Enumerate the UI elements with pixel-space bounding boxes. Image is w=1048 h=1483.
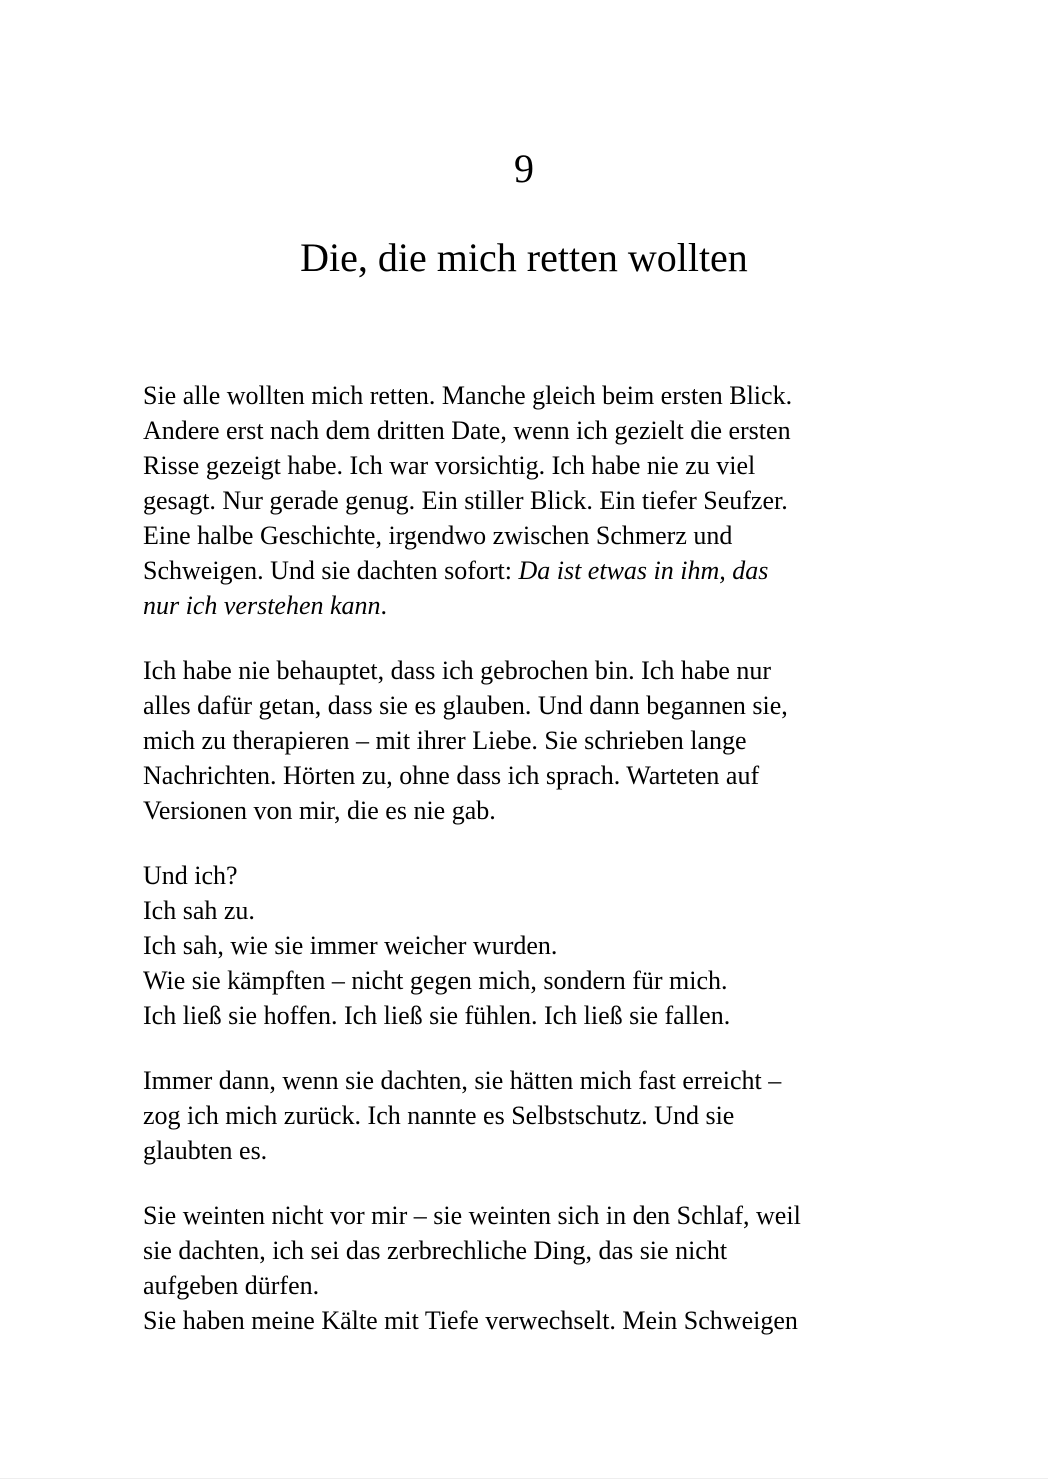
text-line: Sie haben meine Kälte mit Tiefe verwechselt. Mein Schweigen — [143, 1306, 798, 1335]
text-line: Eine halbe Geschichte, irgendwo zwischen Schmerz und — [143, 521, 733, 550]
text-line: aufgeben dürfen. — [143, 1271, 320, 1300]
text-line: mich zu therapieren – mit ihrer Liebe. Sie schrieben lange — [143, 726, 747, 755]
text-segment: . — [380, 591, 388, 620]
italic-thought: Da ist etwas in ihm, das — [518, 556, 769, 585]
text-line: sie dachten, ich sei das zerbrechliche Ding, das sie nicht — [143, 1236, 728, 1265]
paragraph-2 — [143, 653, 913, 828]
text-line: Und ich? — [143, 861, 238, 890]
chapter-number: 9 — [514, 146, 534, 191]
paragraph-4 — [143, 1063, 913, 1168]
text-line: Sie alle wollten mich retten. Manche gleich beim ersten Blick. — [143, 381, 793, 410]
text-line: Nachrichten. Hörten zu, ohne dass ich sprach. Warteten auf — [143, 761, 760, 790]
text-line: Versionen von mir, die es nie gab. — [143, 796, 496, 825]
text-line: Ich sah zu. — [143, 896, 255, 925]
text-line: Ich sah, wie sie immer weicher wurden. — [143, 931, 558, 960]
page-bottom-divider — [0, 1478, 1048, 1479]
text-line: Sie weinten nicht vor mir – sie weinten sich in den Schlaf, weil — [143, 1201, 801, 1230]
paragraph-3 — [143, 858, 913, 1033]
text-segment: Schweigen. Und sie dachten sofort: — [143, 556, 519, 585]
text-line: gesagt. Nur gerade genug. Ein stiller Blick. Ein tiefer Seufzer. — [143, 486, 788, 515]
text-line: Ich habe nie behauptet, dass ich gebrochen bin. Ich habe nur — [143, 656, 772, 685]
text-line: Andere erst nach dem dritten Date, wenn ich gezielt die ersten — [143, 416, 791, 445]
text-line — [143, 588, 913, 623]
text-line — [143, 553, 913, 588]
paragraph-1 — [143, 378, 913, 623]
text-line: Wie sie kämpften – nicht gegen mich, sondern für mich. — [143, 966, 728, 995]
text-line: Immer dann, wenn sie dachten, sie hätten mich fast erreicht – — [143, 1066, 782, 1095]
text-line: Risse gezeigt habe. Ich war vorsichtig. Ich habe nie zu viel — [143, 451, 756, 480]
text-line: Ich ließ sie hoffen. Ich ließ sie fühlen. Ich ließ sie fallen. — [143, 1001, 731, 1030]
chapter-body — [143, 378, 913, 1368]
text-line: glaubten es. — [143, 1136, 268, 1165]
paragraph-5 — [143, 1198, 913, 1338]
text-line: zog ich mich zurück. Ich nannte es Selbstschutz. Und sie — [143, 1101, 735, 1130]
text-line: alles dafür getan, dass sie es glauben. Und dann begannen sie, — [143, 691, 788, 720]
chapter-title: Die, die mich retten wollten — [300, 235, 748, 280]
italic-thought: nur ich verstehen kann — [143, 591, 381, 620]
